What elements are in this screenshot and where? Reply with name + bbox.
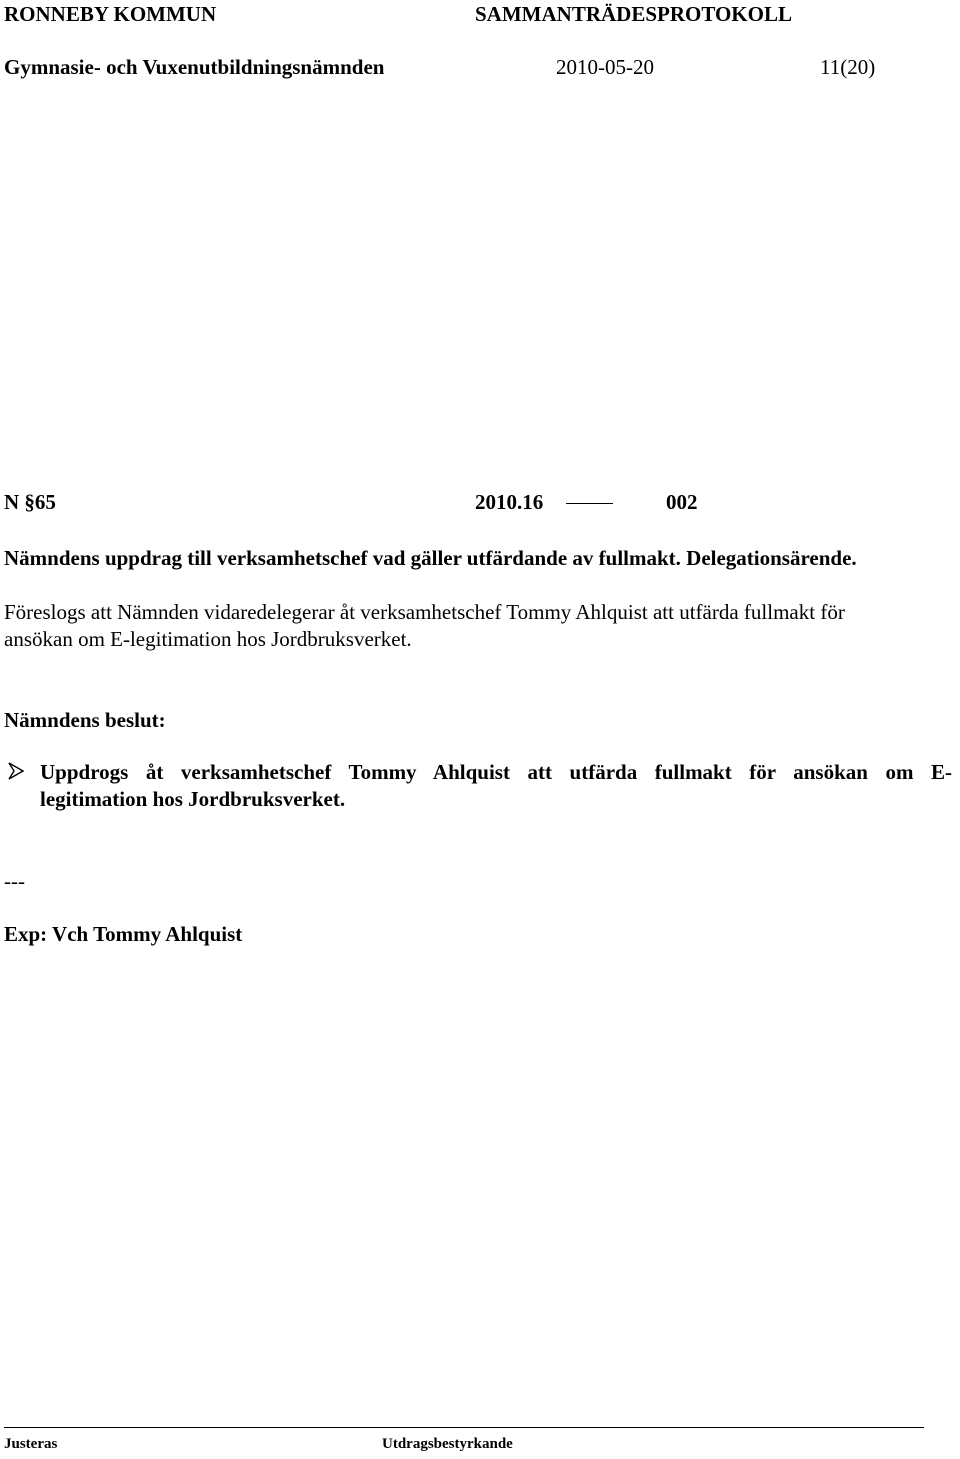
footer-utdragsbestyrkande: Utdragsbestyrkande [382, 1436, 513, 1452]
case-number: 2010.16 [475, 490, 544, 514]
decision-line-1: Uppdrogs åt verksamhetschef Tommy Ahlquist att utfärda fullmakt för ansökan om E- [40, 760, 952, 784]
item-title: Nämndens uppdrag till verksamhetschef vad gäller utfärdande av fullmakt. Delegationsärende. [4, 546, 857, 570]
case-code: 002 [666, 490, 698, 514]
separator: --- [4, 869, 25, 893]
proposal-line-2: ansökan om E-legitimation hos Jordbruksverket. [4, 627, 412, 651]
footer-justeras: Justeras [4, 1436, 58, 1452]
footer-divider [4, 1427, 924, 1428]
page-number: 11(20) [820, 55, 876, 79]
decision-heading: Nämndens beslut: [4, 708, 166, 732]
committee-name: Gymnasie- och Vuxenutbildningsnämnden [4, 55, 385, 79]
expedition-line: Exp: Vch Tommy Ahlquist [4, 922, 243, 946]
meeting-date: 2010-05-20 [556, 55, 654, 79]
proposal-line-1: Föreslogs att Nämnden vidaredelegerar åt verksamhetschef Tommy Ahlquist att utfärda fullmakt för [4, 600, 845, 624]
organization-name: RONNEBY KOMMUN [4, 2, 217, 26]
paragraph-number: N §65 [4, 490, 56, 514]
decision-line-2: legitimation hos Jordbruksverket. [40, 787, 346, 811]
dash-line [566, 503, 613, 504]
arrow-bullet-icon [8, 762, 24, 780]
document-type: SAMMANTRÄDESPROTOKOLL [475, 2, 792, 26]
